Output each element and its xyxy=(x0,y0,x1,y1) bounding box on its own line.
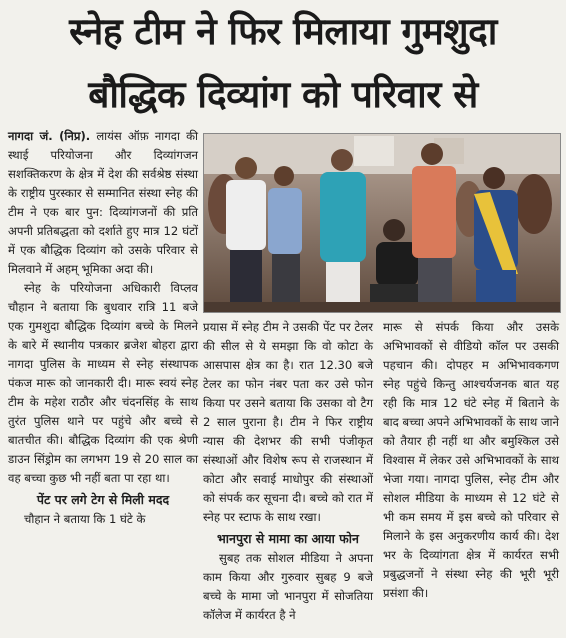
paragraph: प्रयास में स्नेह टीम ने उसकी पेंट पर टेलर की सील से ये समझा कि वो कोटा के आसपास क्षेत्र का है। रात 12.30 बजे टेलर का फोन नंबर पता कर उसे फोन किया पर उसने बताया कि उसका वो टैग 2 साल पुराना है। टीम ने फिर राष्ट्रीय न्यास की देशभर की सभी पंजीकृत संस्थाओं और विशेष रूप से राजस्थान में कोटा और सवाई माधोपुर की संस्थाओं को संपर्क कर सूचना दी। बच्चे को रात में स्नेह पर स्टाफ के साथ रखा। xyxy=(203,320,373,524)
paragraph-text: लायंस ऑफ़ नागदा की स्थाई परियोजना और दिव्यांगजन सशक्तिकरण के क्षेत्र में देश की सर्वश्रेष्ठ संस्था के राष्ट्रीय पुरस्कार से सम्मानित संस्था स्नेह की टीम ने एक बार पुन: दिव्यांगजनों की प्रति अपनी प्रतिबद्धता को दर्शाते हुए मात्र 12 घंटों में एक बौद्धिक दिव्यांग को उसके परिवार से मिलवाने में अहम् भूमिका अदा की। xyxy=(8,129,198,276)
article-column-2 xyxy=(203,318,373,625)
paragraph: सुबह तक सोशल मीडिया ने अपना काम किया और गुरुवार सुबह 9 बजे बच्चे के मामा जो भानपुरा में सोजतिया कॉलेज में कार्यरत है ने xyxy=(203,551,373,622)
headline-line-2: बौद्धिक दिव्यांग को परिवार से xyxy=(88,73,478,116)
subheading: भानपुरा से मामा का आया फोन xyxy=(217,531,359,546)
dateline: नागदा जं. (निप्र). xyxy=(8,129,91,143)
article-column-3 xyxy=(383,318,559,603)
paragraph: मारू से संपर्क किया और उसके अभिभावकों से वीडियो कॉल पर उसकी पहचान की। दोपहर म अभिभावकगण स्नेह पहुंचे किन्तु आश्चर्यजनक बात यह रही कि मात्र 12 घंटे स्नेह में बिताने के बाद बच्चा अपने अभिभावकों के साथ जाने को तैयार ही नहीं था और बमुश्किल उसे विश्वास में लेकर उसे अभिभावकों के साथ भेजा गया। नागदा पुलिस, स्नेह टीम और सोशल मीडिया के माध्यम से 12 घंटे से भी कम समय में इस बच्चे को परिवार से मिलाने के इस अनुकरणीय कार्य की। देश भर के दिव्यांगता क्षेत्र में कार्यरत सभी प्रबुद्धजनों ने संस्था स्नेह की भूरी भूरी प्रसंशा की। xyxy=(383,320,559,600)
article-column-1 xyxy=(8,127,198,529)
news-photo xyxy=(203,133,561,313)
headline-line-1: स्नेह टीम ने फिर मिलाया गुमशुदा xyxy=(69,10,497,53)
paragraph: स्नेह के परियोजना अधिकारी विप्लव चौहान ने बताया कि बुधवार रात्रि 11 बजे एक गुमशुदा बौद्धिक दिव्यांग बच्चे के मिलने के बारे में स्थानीय पत्रकार ब्रजेश बोहरा द्वारा नागदा पुलिस के माध्यम से स्नेह संस्थापक पंकज मारू को जानकारी दी। मारू स्वयं स्नेह टीम के महेश राठौर और चंदनसिंह के साथ तुरंत पुलिस थाने पर पहुंचे और बच्चे से बातचीत की। बौद्धिक दिव्यांग की एक श्रेणी डाउन सिंड्रोम का लगभग 19 से 20 साल का वह बच्चा कुछ भी नहीं बता पा रहा था। xyxy=(8,281,198,485)
subheading: पेंट पर लगे टेग से मिली मदद xyxy=(36,492,170,507)
photo-illustration xyxy=(204,134,560,312)
paragraph: चौहान ने बताया कि 1 घंटे के xyxy=(24,512,146,526)
paragraph xyxy=(8,127,198,279)
